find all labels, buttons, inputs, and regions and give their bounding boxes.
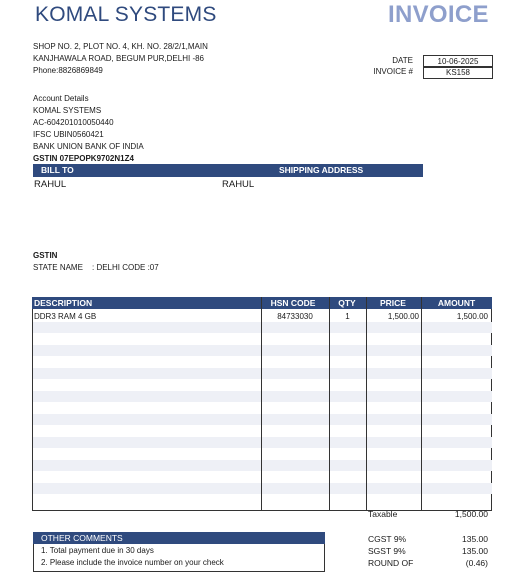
comment-line-1: 1. Total payment due in 30 days bbox=[41, 546, 154, 555]
seller-phone: Phone:8826869849 bbox=[33, 66, 103, 75]
seller-gstin: GSTIN 07EPOPK9702N1Z4 bbox=[33, 154, 134, 163]
row-stripe bbox=[33, 368, 492, 379]
row-stripe bbox=[33, 460, 492, 471]
col-price: PRICE bbox=[380, 298, 406, 308]
sgst-value: 135.00 bbox=[462, 546, 488, 556]
taxable-value: 1,500.00 bbox=[454, 509, 488, 519]
column-divider bbox=[329, 297, 330, 511]
item-description: DDR3 RAM 4 GB bbox=[34, 312, 97, 321]
shipping-name: RAHUL bbox=[222, 179, 255, 190]
row-stripe bbox=[33, 414, 492, 425]
buyer-gstin-label: GSTIN bbox=[33, 251, 58, 260]
invoice-number-value: KS158 bbox=[423, 66, 493, 79]
account-ifsc: IFSC UBIN0560421 bbox=[33, 130, 104, 139]
address-line-2: KANJHAWALA ROAD, BEGUM PUR,DELHI -86 bbox=[33, 54, 204, 63]
roundoff-value: (0.46) bbox=[465, 558, 488, 568]
column-divider bbox=[366, 297, 367, 511]
seller-address bbox=[33, 41, 208, 77]
item-qty: 1 bbox=[345, 312, 350, 321]
row-stripe bbox=[33, 391, 492, 402]
row-stripe bbox=[33, 437, 492, 448]
taxable-label: Taxable bbox=[368, 509, 398, 519]
row-stripe bbox=[33, 322, 492, 333]
cgst-label: CGST 9% bbox=[368, 534, 407, 544]
comment-line-2: 2. Please include the invoice number on your check bbox=[41, 558, 224, 567]
invoice-number-label: INVOICE # bbox=[373, 67, 413, 76]
row-stripe bbox=[33, 483, 492, 494]
address-line-1: SHOP NO. 2, PLOT NO. 4, KH. NO. 28/2/1,MAIN bbox=[33, 42, 208, 51]
account-heading: Account Details bbox=[33, 94, 89, 103]
account-details bbox=[33, 93, 144, 153]
cgst-value: 135.00 bbox=[462, 534, 488, 544]
col-amount: AMOUNT bbox=[437, 298, 476, 308]
shipping-label: SHIPPING ADDRESS bbox=[279, 165, 364, 175]
bill-to-label: BILL TO bbox=[41, 165, 74, 175]
column-divider bbox=[261, 297, 262, 511]
items-table-header bbox=[32, 297, 492, 309]
company-name: KOMAL SYSTEMS bbox=[35, 3, 217, 26]
item-hsn: 84733030 bbox=[277, 312, 313, 321]
col-hsn: HSN CODE bbox=[270, 298, 316, 308]
col-description: DESCRIPTION bbox=[34, 298, 93, 308]
bill-to-name: RAHUL bbox=[34, 179, 67, 190]
item-price: 1,500.00 bbox=[387, 312, 419, 321]
roundoff-label: ROUND OF bbox=[368, 558, 414, 568]
item-amount: 1,500.00 bbox=[456, 312, 488, 321]
col-qty: QTY bbox=[338, 298, 356, 308]
buyer-state-label: STATE NAME bbox=[33, 263, 83, 272]
comments-heading: OTHER COMMENTS bbox=[41, 533, 123, 543]
sgst-label: SGST 9% bbox=[368, 546, 406, 556]
date-value: 10-06-2025 bbox=[423, 55, 493, 68]
comments-header bbox=[33, 532, 325, 544]
account-name: KOMAL SYSTEMS bbox=[33, 106, 102, 115]
bill-ship-bar bbox=[33, 164, 423, 177]
invoice-title: INVOICE bbox=[388, 1, 489, 28]
date-label: DATE bbox=[392, 56, 413, 65]
account-bank: BANK UNION BANK OF INDIA bbox=[33, 142, 144, 151]
row-stripe bbox=[33, 345, 492, 356]
column-divider bbox=[421, 297, 422, 511]
buyer-state-value: : DELHI CODE :07 bbox=[92, 263, 159, 272]
account-number: AC-604201010050440 bbox=[33, 118, 114, 127]
